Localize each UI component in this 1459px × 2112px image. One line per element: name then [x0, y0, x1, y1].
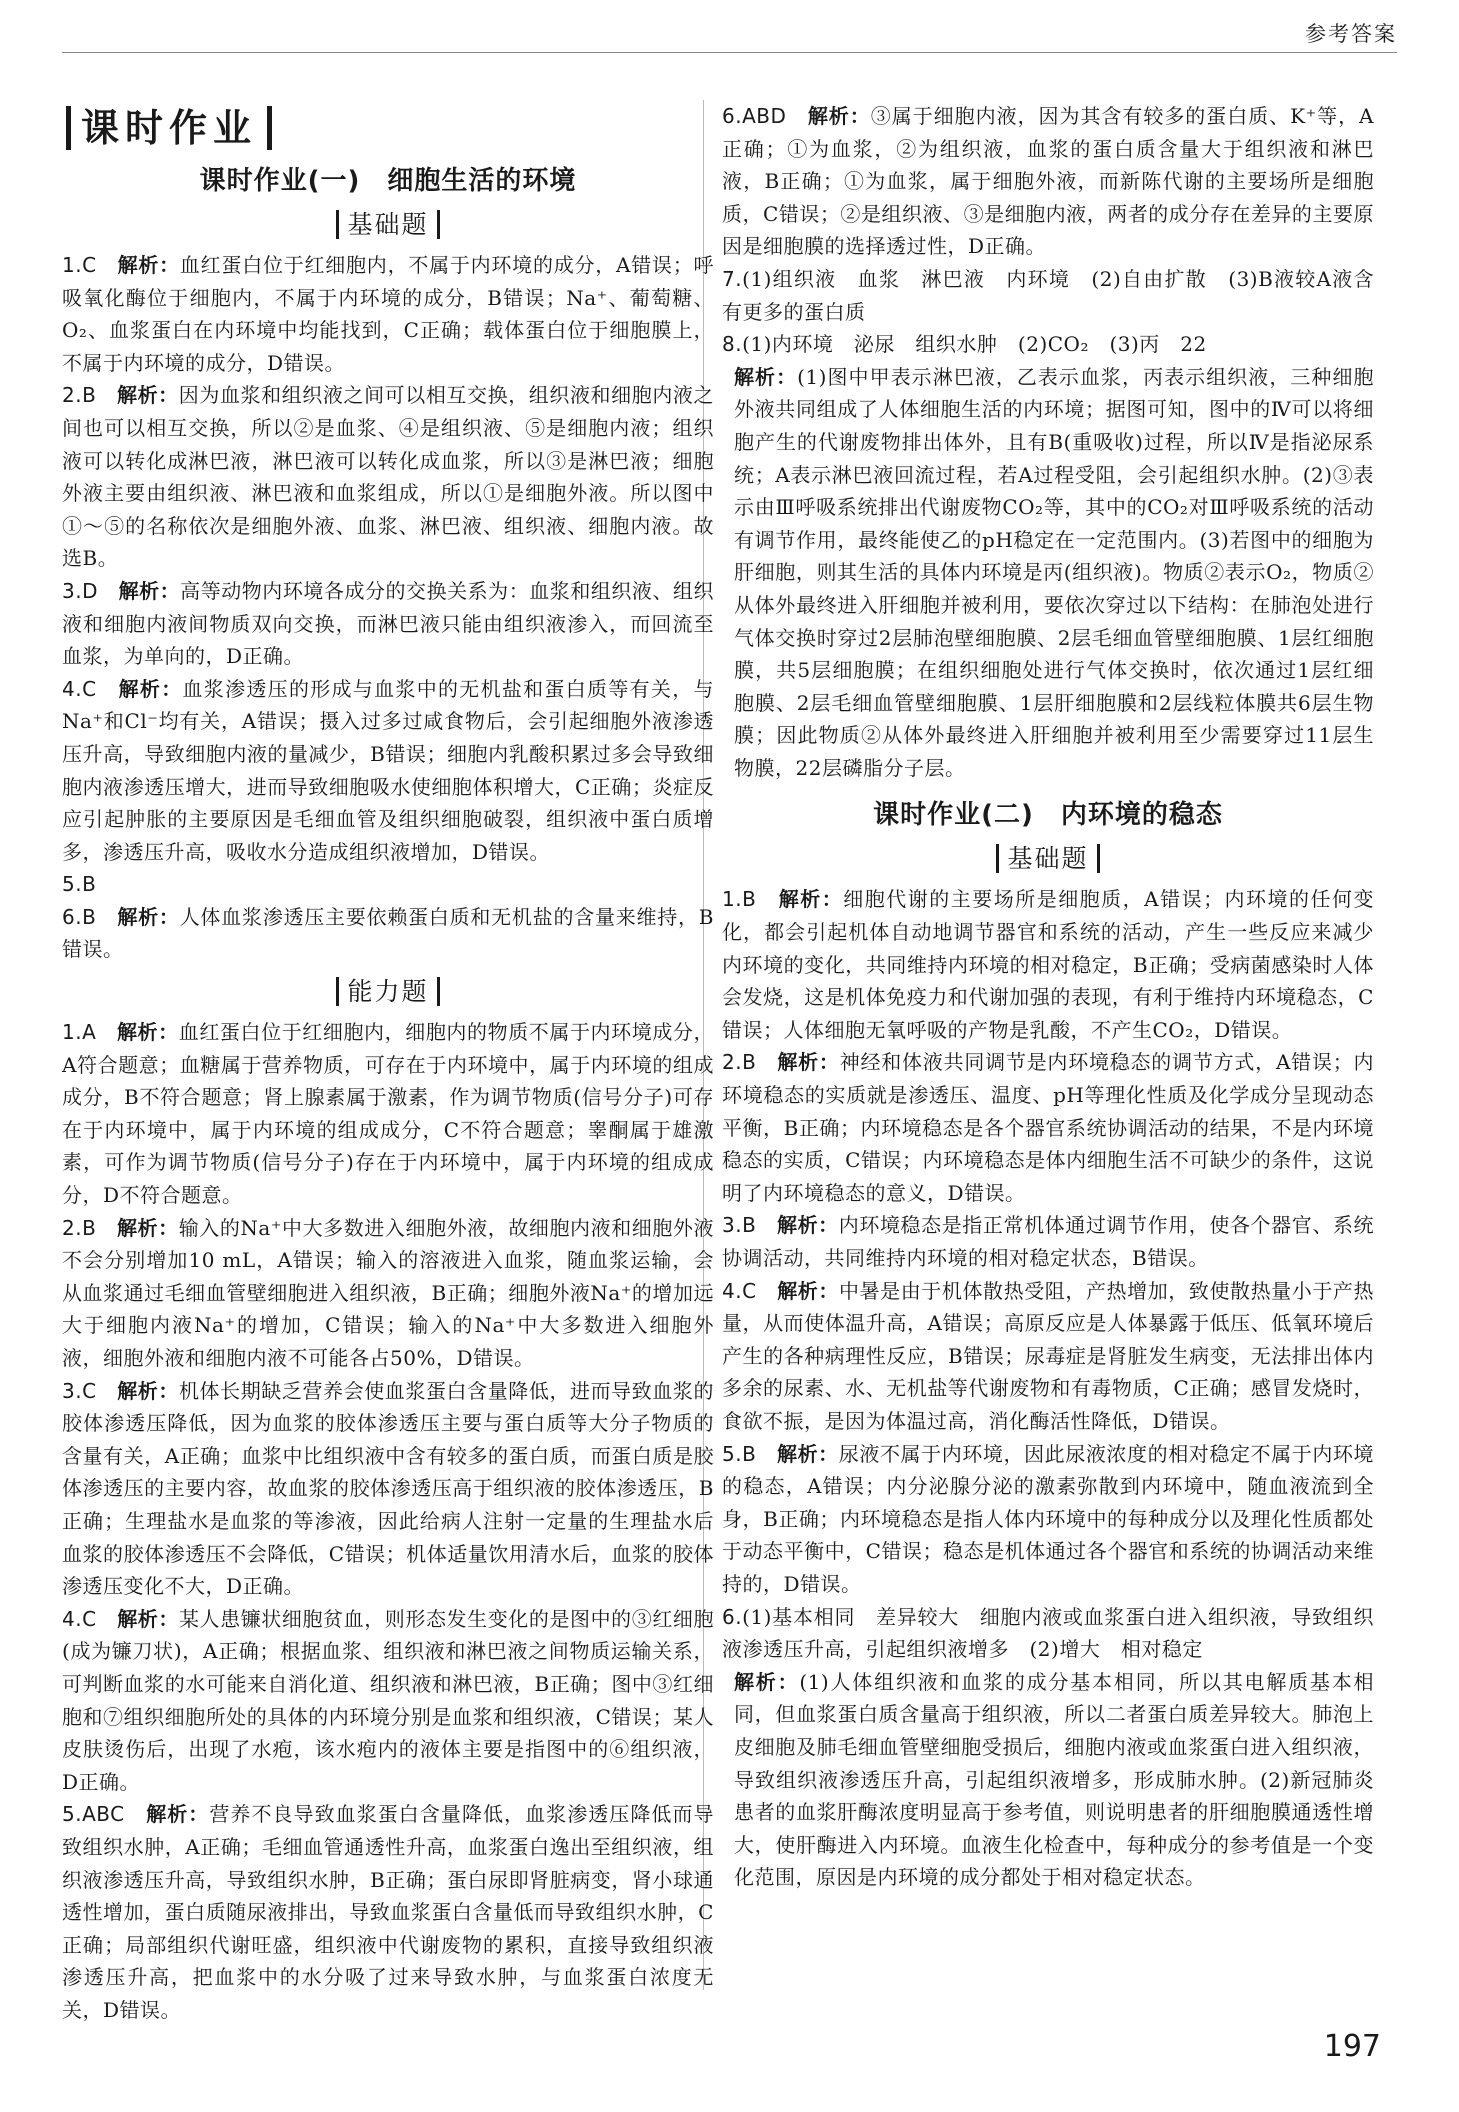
- analysis-label: 解析：: [118, 676, 183, 701]
- answer-text: (1)人体组织液和血浆的成分基本相同，所以其电解质基本相同，但血浆蛋白质含量高于组织液，所以二者蛋白质差异较大。肺泡上皮细胞及肺毛细血管壁细胞受损后，细胞内液或血浆蛋白进入组织液，导致组织液渗透压升高，引起组织液增多，形成肺水肿。(2)新冠肺炎患者的血浆肝酶浓度明显高于参考值，则说明患者的肝细胞膜通透性增大，使肝酶进入内环境。血液生化检查中，每种成分的参考值是一个变化范围，原因是内环境的成分都处于相对稳定状态。: [734, 1669, 1374, 1890]
- answer-number: 1.C: [62, 253, 118, 277]
- analysis-label: 解析：: [777, 1050, 840, 1075]
- analysis-label: 解析：: [146, 1802, 210, 1827]
- analysis-label: 解析：: [118, 578, 181, 603]
- answer-text: 因为血浆和组织液之间可以相互交换，组织液和细胞内液之间也可以相互交换，所以②是血浆、④是组织液、⑤是细胞内液；组织液可以转化成淋巴液，淋巴液可以转化成血浆，所以③是淋巴液；细胞外液主要由组织液、淋巴液和血浆组成，所以①是细胞外液。所以图中①～⑤的名称依次是细胞外液、血浆、淋巴液、组织液、细胞内液。故选B。: [62, 383, 715, 571]
- answer-text: (1)图中甲表示淋巴液，乙表示血浆，丙表示组织液，三种细胞外液共同组成了人体细胞生活的内环境；据图可知，图中的Ⅳ可以将细胞产生的代谢废物排出体外，且有B(重吸收)过程，所以Ⅳ是指泌尿系统；A表示淋巴液回流过程，若A过程受阻，会引起组织水肿。(2)③表示由Ⅲ呼吸系统排出代谢废物CO₂等，其中的CO₂对Ⅲ呼吸系统的活动有调节作用，最终能使乙的pH稳定在一定范围内。(3)若图中的细胞为肝细胞，则其生活的具体内环境是丙(组织液)。物质②表示O₂，物质②从体外最终进入肝细胞并被利用，要依次穿过以下结构：在肺泡处进行气体交换时穿过2层肺泡壁细胞膜、2层毛细血管壁细胞膜、1层红细胞膜，共5层细胞膜；在组织细胞处进行气体交换时，依次通过1层红细胞膜、2层毛细血管壁细胞膜、1层肝细胞膜和2层线粒体膜共6层生物膜；因此物质②从体外最终进入肝细胞并被利用至少需要穿过11层生物膜，22层磷脂分子层。: [734, 364, 1374, 780]
- answer-number: 8.: [722, 332, 743, 357]
- analysis-label: 解析：: [776, 1213, 839, 1238]
- answer-number: 6.B: [62, 904, 118, 929]
- analysis-label: 解析：: [117, 904, 180, 929]
- answer-item: [62, 379, 714, 575]
- analysis-label: 解析：: [777, 1278, 839, 1303]
- analysis-label: 解析：: [116, 1020, 179, 1045]
- answer-number: 7.: [722, 266, 743, 291]
- answer-item: [722, 883, 1374, 1046]
- answer-item: [62, 1798, 714, 2026]
- answer-text: 机体长期缺乏营养会使血浆蛋白含量降低，进而导致血浆的胶体渗透压降低，因为血浆的胶体渗透压主要与蛋白质等大分子物质的含量有关，A正确；血浆中比组织液中含有较多的蛋白质，而蛋白质是胶体渗透压的主要内容，故血浆的胶体渗透压高于组织液的胶体渗透压，B正确；生理盐水是血浆的等渗液，因此给病人注射一定量的生理盐水后血浆的胶体渗透压不会降低，C错误；机体适量饮用清水后，血浆的胶体渗透压变化不大，D正确。: [62, 1378, 715, 1599]
- answer-number: 5.B: [722, 1441, 777, 1466]
- basic-section-title: [62, 205, 714, 241]
- page-number: 197: [1323, 2029, 1381, 2064]
- homework-1-title: 课时作业(一) 细胞生活的环境: [199, 166, 577, 196]
- right-ability-list: [722, 100, 1374, 784]
- answer-text: 营养不良导致血浆蛋白含量降低，血浆渗透压降低而导致组织水肿，A正确；毛细血管通透性升高，血浆蛋白逸出至组织液，组织液渗透压升高，导致组织水肿，B正确；蛋白尿即肾脏病变，肾小球通透性增加，蛋白质随尿液排出，导致血浆蛋白含量低而导致组织水肿，C正确；局部组织代谢旺盛，组织液中代谢废物的累积，直接导致组织液渗透压升高，把血浆中的水分吸了过来导致水肿，与血浆蛋白浓度无关，D错误。: [62, 1802, 715, 2022]
- answer-item: [722, 1209, 1374, 1274]
- analysis-label: 解析：: [117, 253, 180, 277]
- answer-item: [62, 868, 714, 901]
- answer-number: 1.A: [62, 1020, 117, 1045]
- answer-item: [62, 673, 714, 869]
- answer-number: 4.C: [722, 1278, 778, 1303]
- answer-text: 内环境稳态是指正常机体通过调节作用，使各个器官、系统协调活动，共同维持内环境的相对稳定状态，B错误。: [722, 1213, 1375, 1270]
- analysis-label: 解析：: [776, 1441, 839, 1466]
- answer-text: 血红蛋白位于红细胞内，细胞内的物质不属于内环境成分，A符合题意；血糖属于营养物质，可存在于内环境中，属于内环境的组成成分，B不符合题意；肾上腺素属于激素，作为调节物质(信号分子)可存在于内环境中，属于内环境的组成成分，C不符合题意；睾酮属于雄激素，可作为调节物质(信号分子)存在于内环境中，属于内环境的组成成分，D不符合题意。: [62, 1020, 715, 1208]
- answer-text: 中暑是由于机体散热受阻，产热增加，致使散热量小于产热量，从而使体温升高，A错误；高原反应是人体暴露于低压、低氧环境后产生的各种病理性反应，B错误；尿毒症是肾脏发生病变，无法排出体内多余的尿素、水、无机盐等代谢废物和有毒物质，C正确；感冒发烧时，食欲不振，是因为体温过高，消化酶活性降低，D错误。: [722, 1278, 1375, 1433]
- basic-section-title-2: [722, 839, 1374, 875]
- answer-item: [722, 100, 1374, 263]
- answer-number: 5.B: [62, 872, 97, 897]
- analysis-label: 解析：: [117, 1606, 179, 1631]
- left-column: [62, 100, 714, 2026]
- answer-number: 6.ABD: [722, 104, 808, 128]
- answer-item: [722, 1438, 1374, 1601]
- homework-2-title: 课时作业(二) 内环境的稳态: [873, 800, 1223, 831]
- answer-text: (1)内环境 泌尿 组织水肿 (2)CO₂ (3)丙 22: [742, 332, 1207, 357]
- running-head: 参考答案: [1305, 22, 1397, 46]
- answer-item: [62, 249, 714, 379]
- answer-text: 某人患镰状细胞贫血，则形态发生变化的是图中的③红细胞(成为镰刀状)，A正确；根据血浆、组织液和淋巴液之间物质运输关系，可判断血浆的水可能来自消化道、组织液和淋巴液，B正确；图中③红细胞和⑦组织细胞所处的具体的内环境分别是血浆和组织液，C错误；某人皮肤烫伤后，出现了水疱，该水疱内的液体主要是指图中的⑥组织液，D正确。: [62, 1606, 715, 1794]
- answer-text: 血红蛋白位于红细胞内，不属于内环境的成分，A错误；呼吸氧化酶位于细胞内，不属于内环境的成分，B错误；Na⁺、葡萄糖、O₂、血浆蛋白在内环境中均能找到，C正确；载体蛋白位于细胞膜上，不属于内环境的成分，D错误。: [62, 253, 715, 375]
- answer-item: [62, 1212, 714, 1375]
- header-rule: [62, 52, 1397, 53]
- answer-item: [722, 1666, 1374, 1894]
- ability-section-label: 能力题: [336, 977, 439, 1006]
- analysis-label: 解析：: [734, 1669, 800, 1694]
- answer-text: 细胞代谢的主要场所是细胞质，A错误；内环境的任何变化，都会引起机体自动地调节器官和系统的活动，产生一些反应来减少内环境的变化，共同维持内环境的相对稳定，B正确；受病菌感染时人体会发烧，这是机体免疫力和代谢加强的表现，有利于维持内环境稳态，C错误；人体细胞无氧呼吸的产物是乳酸，不产生CO₂，D错误。: [722, 887, 1375, 1042]
- answer-number: 1.B: [722, 887, 779, 912]
- answer-text: 血浆渗透压的形成与血浆中的无机盐和蛋白质等有关，与Na⁺和Cl⁻均有关，A错误；摄入过多过咸食物后，会引起细胞外液渗透压升高，导致细胞内液的量减少，B错误；细胞内乳酸积累过多会导致细胞内液渗透压增大，进而导致细胞吸水使细胞体积增大，C正确；炎症反应引起肿胀的主要原因是毛细血管及组织细胞破裂，组织液中蛋白质增多，渗透压升高，吸收水分造成组织液增加，D错误。: [62, 676, 715, 864]
- answer-number: 2.B: [62, 383, 117, 408]
- analysis-label: 解析：: [117, 1378, 179, 1403]
- answer-text: (1)基本相同 差异较大 细胞内液或血浆蛋白进入组织液，导致组织液渗透压升高，引起组织液增多 (2)增大 相对稳定: [722, 1604, 1374, 1662]
- answer-text: 人体血浆渗透压主要依赖蛋白质和无机盐的含量来维持，B错误。: [62, 904, 715, 962]
- analysis-label: 解析：: [734, 364, 798, 389]
- answer-item: [62, 1016, 714, 1212]
- basic-section-label-2: 基础题: [996, 844, 1099, 873]
- answer-text: 高等动物内环境各成分的交换关系为：血浆和组织液、组织液和细胞内液间物质双向交换，而淋巴液只能由组织液渗入，而回流至血浆，为单向的，D正确。: [62, 578, 715, 669]
- answer-number: 3.B: [722, 1213, 777, 1238]
- right-basic-list: [722, 883, 1374, 1893]
- answer-item: [62, 901, 714, 966]
- analysis-label: 解析：: [807, 104, 871, 128]
- answer-item: [62, 575, 714, 673]
- basic-section-label: 基础题: [336, 210, 439, 239]
- answer-item: [722, 328, 1374, 361]
- answer-number: 6.: [722, 1604, 743, 1629]
- right-column: [722, 100, 1374, 1894]
- answer-item: [722, 361, 1374, 785]
- answer-text: ③属于细胞内液，因为其含有较多的蛋白质、K⁺等，A正确；①为血浆，②为组织液，血浆的蛋白质含量大于组织液和淋巴液，B正确；①为血浆，属于细胞外液，而新陈代谢的主要场所是细胞质，C错误；②是组织液、③是细胞内液，两者的成分存在差异的主要原因是细胞膜的选择透过性，D正确。: [722, 104, 1374, 259]
- answer-number: 4.C: [62, 676, 119, 701]
- answer-number: 5.ABC: [62, 1802, 147, 1827]
- answer-number: 3.D: [62, 578, 119, 603]
- answer-item: [722, 1275, 1374, 1438]
- answer-item: [722, 263, 1374, 328]
- answer-text: 输入的Na⁺中大多数进入细胞外液，故细胞内液和细胞外液不会分别增加10 mL，A错误；输入的溶液进入血浆，随血浆运输，会从血浆通过毛细血管壁细胞进入组织液，B正确；细胞外液Na⁺的增加远大于细胞内液Na⁺的增加，C错误；输入的Na⁺中大多数进入细胞外液，细胞外液和细胞内液不可能各占50%，D错误。: [62, 1215, 715, 1370]
- answer-item: [62, 1375, 714, 1603]
- analysis-label: 解析：: [778, 887, 844, 912]
- left-ability-list: [62, 1016, 714, 2026]
- answer-number: 2.B: [62, 1215, 117, 1240]
- analysis-label: 解析：: [116, 383, 179, 408]
- ability-section-title: [62, 972, 714, 1008]
- answer-text: 尿液不属于内环境，因此尿液浓度的相对稳定不属于内环境的稳态，A错误；内分泌腺分泌的激素弥散到内环境中，随血液流到全身，B正确；内环境稳态是指人体内环境中的每种成分以及理化性质都处于动态平衡中，C错误；稳态是机体通过各个器官和系统的协调活动来维持的，D错误。: [722, 1441, 1375, 1596]
- answer-item: [722, 1601, 1374, 1666]
- answer-item: [62, 1603, 714, 1799]
- answer-text: 神经和体液共同调节是内环境稳态的调节方式，A错误；内环境稳态的实质就是渗透压、温度、pH等理化性质及化学成分呈现动态平衡，B正确；内环境稳态是各个器官系统协调活动的结果，不是内环境稳态的实质，C错误；内环境稳态是体内细胞生活不可缺少的条件，这说明了内环境稳态的意义，D错误。: [722, 1050, 1374, 1205]
- left-basic-list: [62, 249, 714, 966]
- answer-number: 3.C: [62, 1378, 118, 1403]
- answer-text: (1)组织液 血浆 淋巴液 内环境 (2)自由扩散 (3)B液较A液含有更多的蛋白质: [722, 266, 1374, 324]
- analysis-label: 解析：: [116, 1215, 179, 1240]
- answer-number: 2.B: [722, 1050, 778, 1075]
- answer-number: 4.C: [62, 1606, 118, 1631]
- answer-item: [722, 1046, 1374, 1209]
- section-banner: 课时作业: [66, 106, 272, 150]
